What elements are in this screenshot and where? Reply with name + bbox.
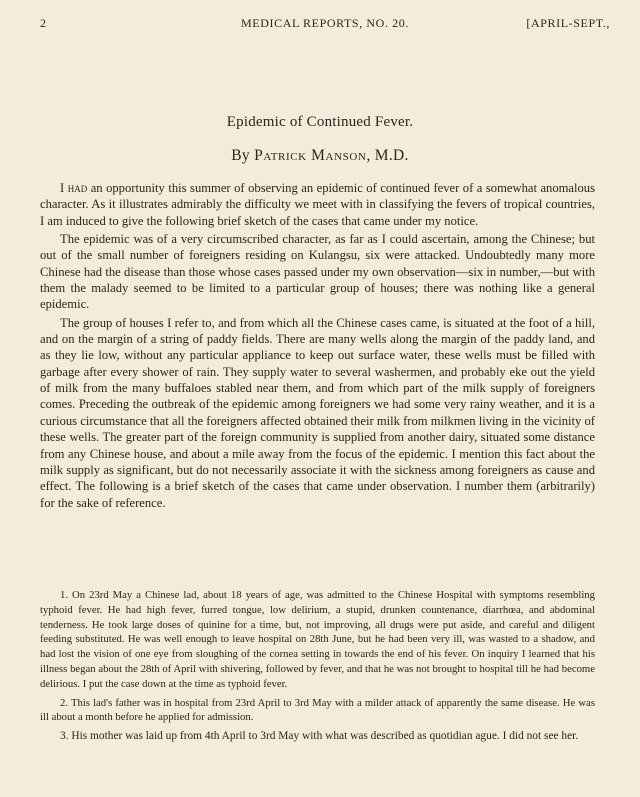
case-entry: 1. On 23rd May a Chinese lad, about 18 years of age, was admitted to the Chinese Hospital with symptoms resembling typhoid fever. He had high fever, furred tongue, low delirium, a stupid, drunken countenance, diarrhœa, and abdominal tenderness. He took large doses of quinine for a time, but, not improving, all drugs were put aside, and careful and diligent feeding substituted. He was well enough to leave hospital on 28th June, but he had been very ill, was wasted to a shadow, and had lost the vision of one eye from sloughing of the cornea setting in towards the end of his fever. On inquiry I learned that his illness began about the 28th of April with shivering, followed by fever, and that he was not brought to hospital till he had become delirious. I put the case down at the time as typhoid fever.: [40, 589, 595, 690]
case-entry: 3. His mother was laid up from 4th April to 3rd May with what was described as quotidian ague. I did not see her.: [60, 730, 579, 743]
author-name: Patrick Manson: [254, 147, 367, 164]
page-number: 2: [40, 16, 47, 30]
byline-prefix: By: [231, 147, 250, 164]
running-head-date: [APRIL-SEPT.,: [526, 16, 610, 30]
running-head: [40, 16, 610, 32]
article-title: Epidemic of Continued Fever.: [226, 114, 414, 130]
case-list: [40, 588, 595, 749]
paragraph: The group of houses I refer to, and from which all the Chinese cases came, is situated at the foot of a hill, and on the margin of a string of paddy fields. There are many wells along the margin of the paddy land, and as they lie low, without any particular appliance to keep out surface water, these wells must be filled with garbage after every shower of rain. They supply water to several washermen, and probably eke out the yield of milk from the many buffaloes stabled near them, and from which part of the milk supply of foreigners comes. Preceding the outbreak of the epidemic among foreigners we had some very rainy weather, and it is a curious circumstance that all the foreigners affected obtained their milk from milkmen living in the vicinity of these wells. The greater part of the foreign community is supplied from another dairy, situated some distance from any Chinese house, and about a mile away from the focus of the epidemic. I mention this fact about the milk supply as significant, but do not necessarily associate it with the sickness among foreigners as cause and effect. The following is a brief sketch of the cases that came under observation. I number them (arbitrarily) for the sake of reference.: [40, 315, 595, 510]
article-body: [40, 180, 595, 511]
byline: [0, 147, 640, 165]
paragraph-lead: I had: [60, 181, 88, 195]
paragraph: The epidemic was of a very circumscribed character, as far as I could ascertain, among the Chinese; but out of the small number of foreigners residing on Kulangsu, six were attacked. Undoubtedly many more Chinese had the disease than those whose cases passed under my own observation—six in number,—but with them the malady seemed to be limited to a particular group of houses; there was nothing like a general epidemic.: [40, 232, 595, 312]
running-head-title: MEDICAL REPORTS, NO. 20.: [241, 16, 409, 30]
paragraph-text: an opportunity this summer of observing an epidemic of continued fever of a somewhat anomalous character. As it illustrates admirably the difficulty we meet with in classifying the fevers of tropical countries, I am induced to give the following brief sketch of the cases that came under my notice.: [40, 181, 596, 228]
paragraph: [40, 180, 595, 229]
author-degree: , M.D.: [366, 147, 409, 164]
case-entry: 2. This lad's father was in hospital from 23rd April to 3rd May with a milder attack of apparently the same disease. He was ill about a month before he applied for admission.: [40, 696, 595, 724]
